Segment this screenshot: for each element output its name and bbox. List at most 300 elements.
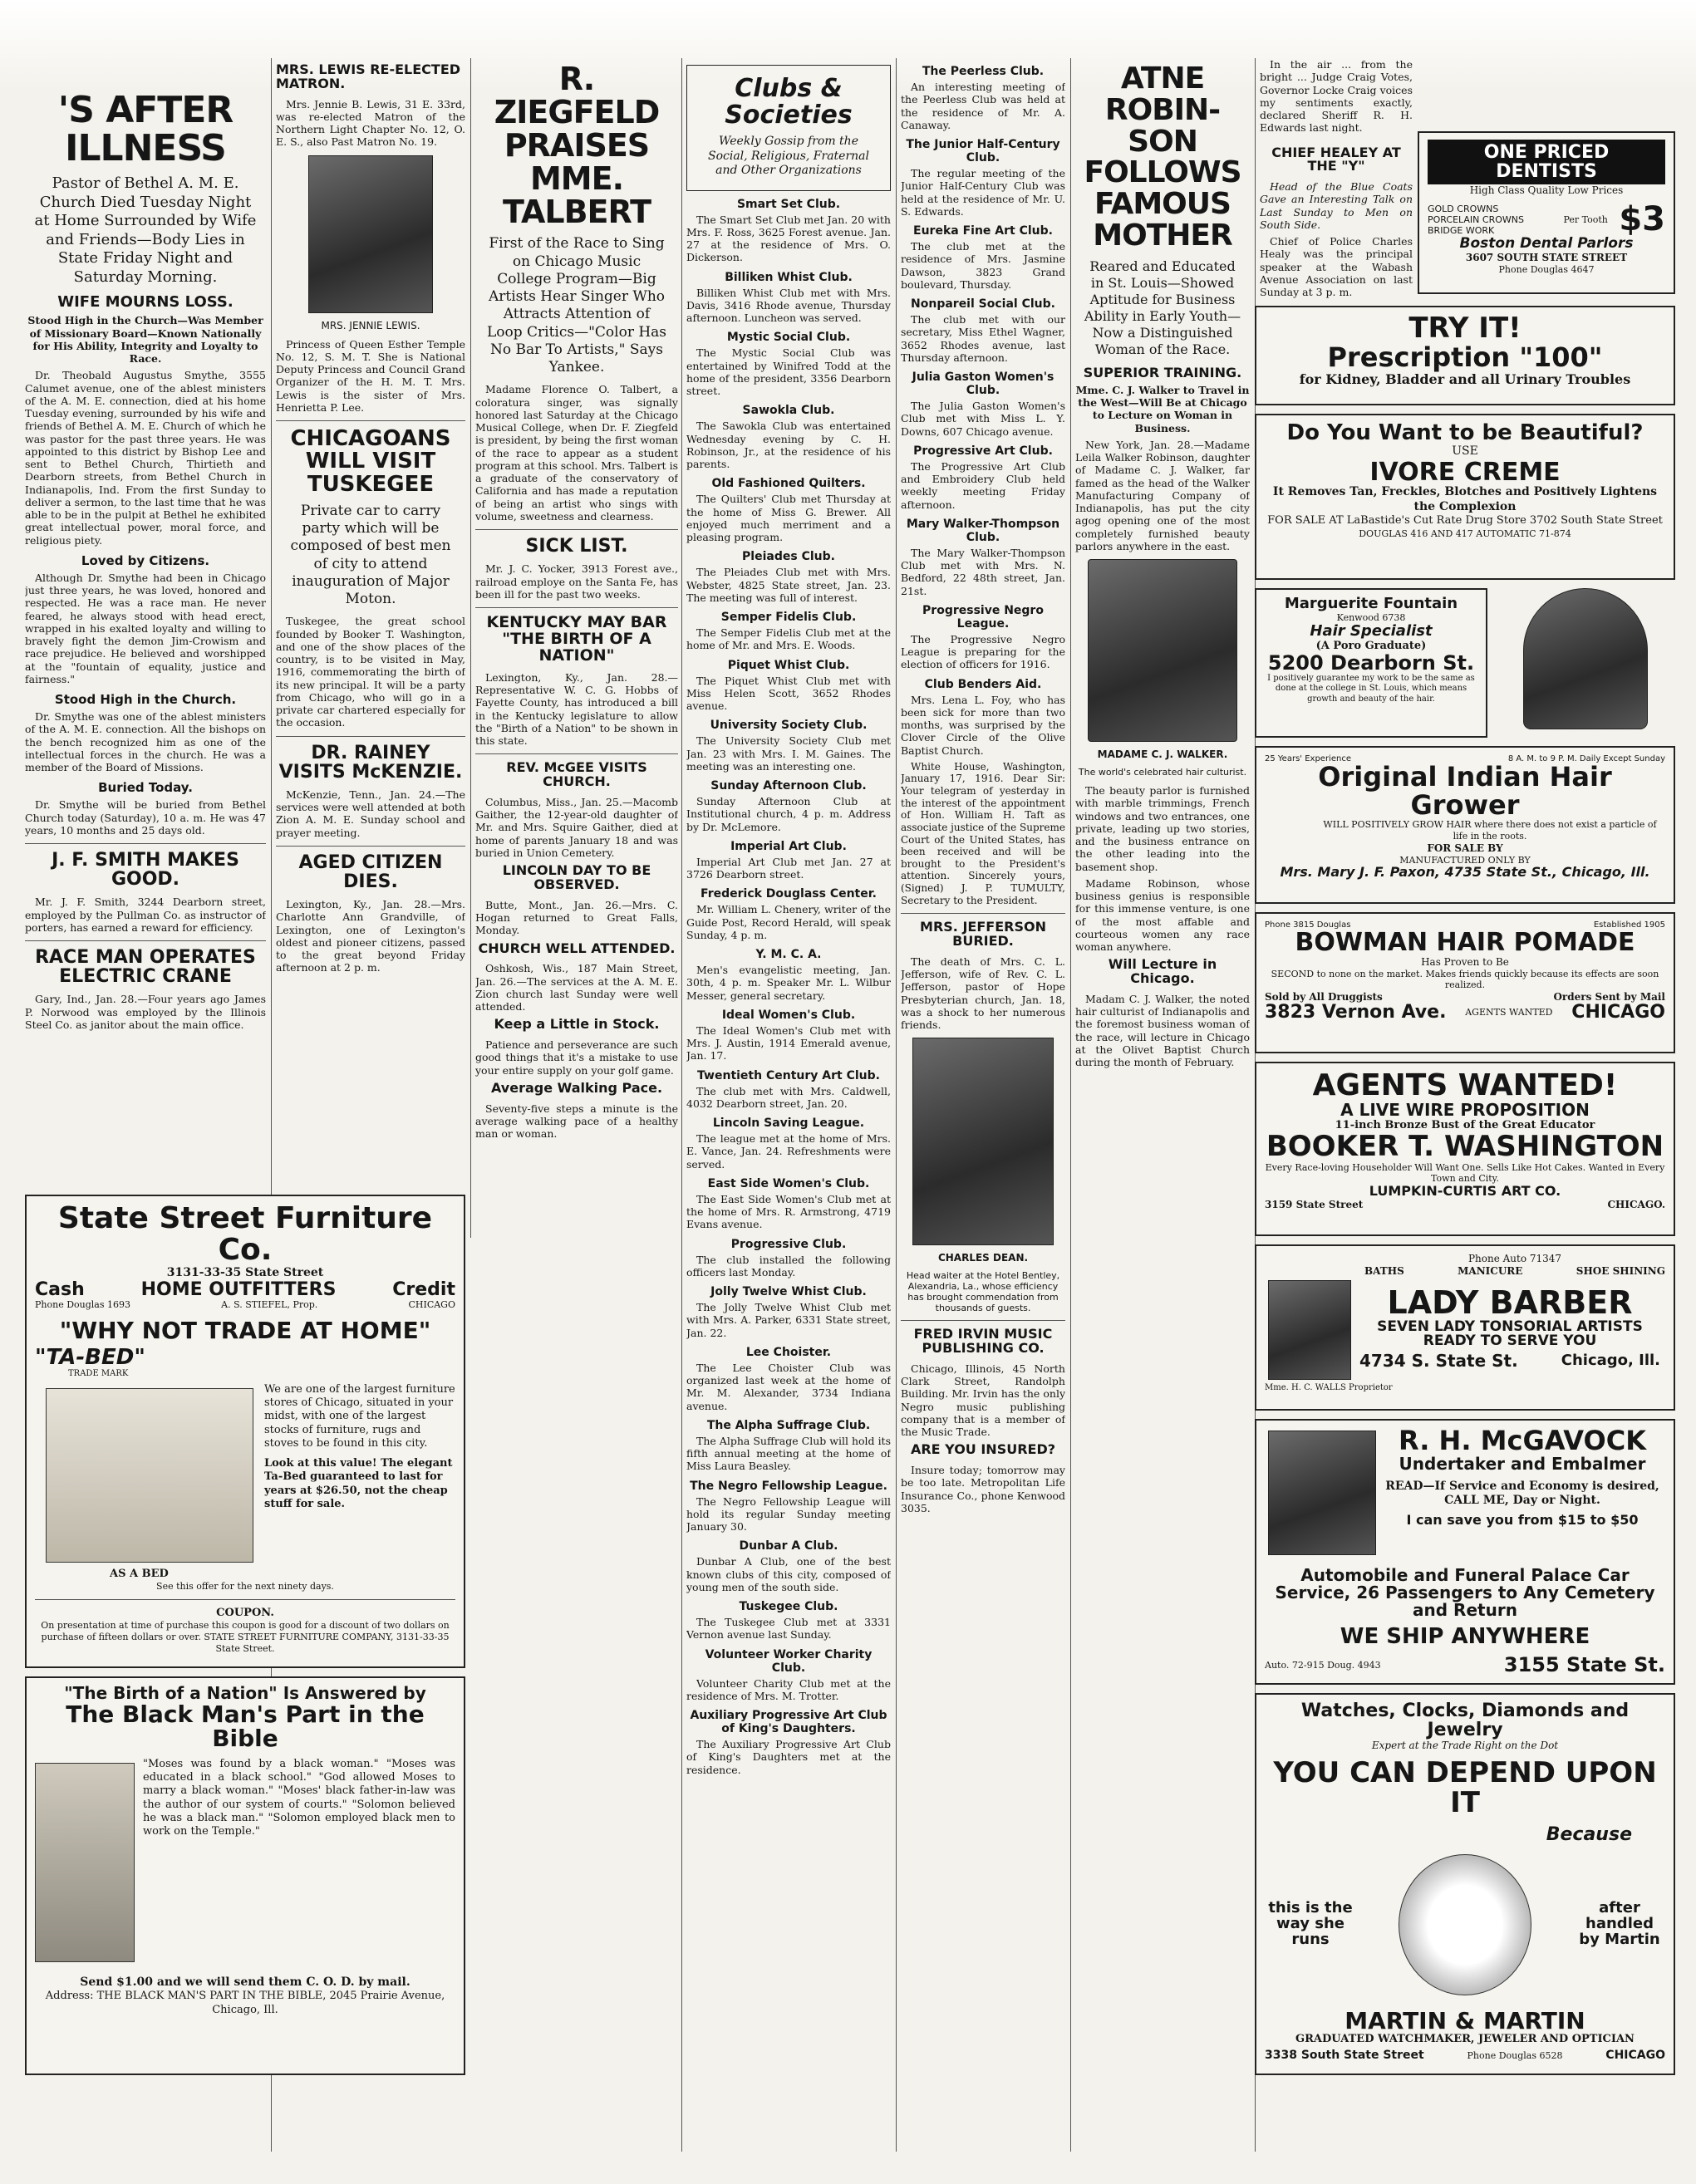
ad-body: We are one of the largest furniture stores of Chicago, situated in your midst, with one of the largest stocks of furniture, rugs and stoves to be found in this city. bbox=[264, 1382, 455, 1450]
ad-subtitle: for Kidney, Bladder and all Urinary Troubles bbox=[1299, 371, 1631, 388]
headline-walking: Average Walking Pace. bbox=[490, 1079, 663, 1096]
ad-grad: (A Poro Graduate) bbox=[1315, 639, 1427, 652]
ad-owner: A. S. STIEFEL, Prop. bbox=[221, 1299, 318, 1311]
club-name: Club Benders Aid. bbox=[924, 677, 1042, 691]
article-paragraph: Head of the Blue Coats Gave an Interesting Talk on Last Sunday to Men on South Side. bbox=[1260, 180, 1413, 231]
club-name: The Peerless Club. bbox=[922, 65, 1045, 78]
club-name: Progressive Club. bbox=[730, 1237, 847, 1251]
club-name: Imperial Art Club. bbox=[730, 839, 847, 853]
club-name: Nonpareil Social Club. bbox=[911, 297, 1055, 311]
article-paragraph: Insure today; tomorrow may be too late. Metropolitan Life Insurance Co., phone Kenwood 3035. bbox=[901, 1464, 1065, 1514]
ad-lady-barber bbox=[1255, 1244, 1675, 1411]
club-text: The East Side Women's Club met at the home of Mrs. R. Armstrong, 4719 Evans avenue. bbox=[686, 1192, 891, 1231]
club-name: Billiken Whist Club. bbox=[725, 270, 853, 284]
club-name: Mary Walker-Thompson Club. bbox=[906, 517, 1060, 544]
ad-body: "Moses was found by a black woman." "Moses was educated in a black school." "God allowed Moses to marry a black woman." "Moses' black father-in-law was the author of our system of courts." "Solomon believed he was a black man." "Solomon employed black men to work on the Temple." bbox=[143, 1757, 455, 1838]
article-paragraph: Gary, Ind., Jan. 28.—Four years ago James P. Norwood was employed by the Illinois Steel Co. as janitor about the main office. bbox=[25, 993, 266, 1031]
ad-city: CHICAGO bbox=[1605, 2049, 1665, 2063]
article-paragraph: Columbus, Miss., Jan. 25.—Macomb Gaither, the 12-year-old daughter of Mr. and Mrs. Squire Gaither, died at home of parents January 18 and was buried in Union Cemetery. bbox=[475, 795, 678, 859]
ad-name: MARTIN & MARTIN bbox=[1345, 2006, 1585, 2034]
headline-healey: CHIEF HEALEY AT THE "Y" bbox=[1271, 144, 1401, 174]
photo-caption-sub: Head waiter at the Hotel Bentley, Alexandria, La., whose efficiency has brought commendation from thousands of guests. bbox=[906, 1270, 1060, 1314]
portrait-photo-dean bbox=[912, 1038, 1054, 1245]
article-paragraph: Madam C. J. Walker, the noted hair culturist of Indianapolis and the foremost business woman of the race, will lecture in Chicago at the Olivet Baptist Church during the month of February. bbox=[1075, 992, 1250, 1069]
ad-proprietor: Mme. H. C. WALLS Proprietor bbox=[1265, 1383, 1393, 1392]
club-item bbox=[901, 444, 1065, 511]
club-name: Smart Set Club. bbox=[736, 197, 841, 211]
ad-orders: Orders Sent by Mail bbox=[1553, 991, 1665, 1003]
club-text: The Jolly Twelve Whist Club met with Mrs. A. Parker, 6331 State street, Jan. 22. bbox=[686, 1301, 891, 1339]
ad-name: R. H. McGAVOCK bbox=[1399, 1425, 1646, 1456]
ad-per-tooth: Per Tooth bbox=[1563, 213, 1608, 225]
clubs-masthead bbox=[686, 65, 891, 191]
club-item bbox=[901, 65, 1065, 131]
club-text: Mr. William L. Chenery, writer of the Guide Post, Record Herald, will speak Sunday, 4 p. m. bbox=[686, 903, 891, 941]
club-name: Volunteer Worker Charity Club. bbox=[705, 1647, 873, 1675]
intro-text: Stood High in the Church—Was Member of Missionary Board—Known Nationally for His Ability, Integrity and Loyalty to Race. bbox=[27, 314, 263, 366]
ad-agents: AGENTS WANTED bbox=[1465, 1007, 1553, 1018]
divider bbox=[475, 753, 678, 754]
ad-dentist bbox=[1418, 131, 1675, 294]
headline-smythe: 'S AFTER ILLNESS bbox=[57, 89, 234, 170]
club-item bbox=[686, 271, 891, 325]
club-text: The club met with our secretary, Miss Ethel Wagner, 3652 Rhodes avenue, last Thursday afternoon. bbox=[901, 313, 1065, 364]
ad-service: MANICURE bbox=[1458, 1265, 1523, 1277]
club-item bbox=[686, 719, 891, 773]
column-6 bbox=[1075, 58, 1250, 2152]
divider bbox=[276, 846, 465, 847]
article-paragraph: Butte, Mont., Jan. 26.—Mrs. C. Hogan returned to Great Falls, Monday. bbox=[475, 898, 678, 937]
ad-desc: GRADUATED WATCHMAKER, JEWELER AND OPTICIAN bbox=[1295, 2033, 1635, 2046]
club-text: Volunteer Charity Club met at the residence of Mrs. M. Trotter. bbox=[686, 1676, 891, 1702]
subhead: Loved by Citizens. bbox=[81, 552, 210, 568]
ad-furniture bbox=[25, 1195, 465, 1668]
subhead: SUPERIOR TRAINING. bbox=[1083, 364, 1242, 380]
column-5 bbox=[901, 58, 1065, 2152]
ad-slogan: "WHY NOT TRADE AT HOME" bbox=[59, 1317, 431, 1345]
clubs-deck: Weekly Gossip from the Social, Religious, Fraternal and Other Organizations bbox=[707, 135, 869, 177]
deck-tuskegee: Private car to carry party which will be composed of best men of city to attend inauguration of Major Moton. bbox=[290, 502, 451, 608]
intro-text: Mme. C. J. Walker to Travel in the West—Will Be at Chicago to Lecture on Woman in Business. bbox=[1075, 383, 1250, 434]
club-item bbox=[686, 659, 891, 713]
club-name: Semper Fidelis Club. bbox=[720, 611, 857, 624]
club-item bbox=[686, 1009, 891, 1063]
photo-caption: CHARLES DEAN. bbox=[937, 1252, 1029, 1264]
ad-title: ONE PRICED DENTISTS bbox=[1428, 140, 1665, 184]
ad-service: SHOE SHINING bbox=[1576, 1265, 1665, 1277]
ad-center: HOME OUTFITTERS bbox=[140, 1279, 337, 1301]
ad-phone: DOUGLAS 416 AND 417 AUTOMATIC 71-874 bbox=[1359, 528, 1571, 539]
letter-text: White House, Washington, January 17, 1916. Dear Sir: Your telegram of yesterday in the interest of the appointment of Hon. William H. Taft as associate justice of the Supreme Court of the United States, has been received and will be brought to the President's attention. Sincerely yours, (Signed) J. P. TUMULTY, Secretary to the President. bbox=[901, 760, 1065, 906]
club-name: The Alpha Suffrage Club. bbox=[706, 1418, 871, 1432]
ad-title: State Street Furniture Co. bbox=[57, 1201, 433, 1267]
ad-indian-hair-grower bbox=[1255, 746, 1675, 904]
divider bbox=[276, 736, 465, 737]
ad-bowman bbox=[1255, 912, 1675, 1053]
club-name: Dunbar A Club. bbox=[739, 1539, 838, 1553]
column-3 bbox=[475, 58, 678, 2152]
club-item bbox=[901, 604, 1065, 671]
club-text: The club met at the residence of Mrs. Jasmine Dawson, 3823 Grand boulevard, Thursday. bbox=[901, 240, 1065, 291]
photo-caption-sub: The world's celebrated hair culturist. bbox=[1078, 767, 1247, 778]
club-text: The league met at the home of Mrs. E. Vance, Jan. 24. Refreshments were served. bbox=[686, 1132, 891, 1171]
club-text: The Auxiliary Progressive Art Club of King's Daughters met at the residence. bbox=[686, 1738, 891, 1776]
club-item bbox=[686, 550, 891, 604]
ad-price: Look at this value! The elegant Ta-Bed guaranteed to last for years at $26.50, not the cheap stuff for sale. bbox=[264, 1457, 453, 1510]
club-text: The Quilters' Club met Thursday at the home of Miss G. Brewer. All enjoyed much merriment and a pleasing program. bbox=[686, 493, 891, 543]
ad-product: IVORE CREME bbox=[1369, 457, 1561, 487]
club-item bbox=[686, 887, 891, 941]
club-name: University Society Club. bbox=[710, 719, 868, 733]
club-name: Julia Gaston Women's Club. bbox=[912, 371, 1054, 397]
ad-city: Chicago, Ill. bbox=[1561, 1352, 1660, 1370]
ad-body: Every Race-loving Householder Will Want One. Sells Like Hot Cakes. Wanted in Every Town and City. bbox=[1265, 1161, 1665, 1185]
ad-address: 3155 State St. bbox=[1503, 1653, 1665, 1677]
ad-mcgavock bbox=[1255, 1419, 1675, 1685]
club-item bbox=[901, 224, 1065, 291]
article-paragraph: Chicago, Illinois, 45 North Clark Street, Randolph Building. Mr. Irvin has the only Negro music publishing company that is a member of the Music Trade. bbox=[901, 1362, 1065, 1439]
headline-sick-list: SICK LIST. bbox=[525, 536, 628, 557]
ad-left-text: this is the way she runs bbox=[1268, 1899, 1353, 1949]
headline-kentucky: KENTUCKY MAY BAR "THE BIRTH OF A NATION" bbox=[486, 613, 667, 665]
club-text: Imperial Art Club met Jan. 27 at 3726 Dearborn street. bbox=[686, 855, 891, 881]
article-paragraph: In the air ... from the bright ... Judge Craig Votes, Governor Locke Craig voices my sentiments exactly, declared Sheriff R. H. Edwards last night. bbox=[1260, 58, 1413, 135]
portrait-photo-walker bbox=[1088, 559, 1237, 742]
ad-subtitle: Expert at the Trade Right on the Dot bbox=[1371, 1740, 1559, 1752]
club-name: Lee Choister. bbox=[745, 1345, 832, 1359]
ad-headline: YOU CAN DEPEND UPON IT bbox=[1273, 1756, 1657, 1819]
headline-insured: ARE YOU INSURED? bbox=[910, 1441, 1056, 1458]
club-item bbox=[686, 1238, 891, 1279]
ad-product: Prescription "100" bbox=[1327, 341, 1603, 373]
headline-mcgee: REV. McGEE VISITS CHURCH. bbox=[506, 759, 647, 790]
ad-order: Send $1.00 and we will send them C. O. D. by mail. bbox=[80, 1975, 410, 1989]
ad-hours: 8 A. M. to 9 P. M. Daily Except Sunday bbox=[1507, 754, 1665, 763]
column-7-top bbox=[1260, 58, 1413, 332]
article-paragraph: Tuskegee, the great school founded by Booker T. Washington, and one of the show places of the country, is to be visited in May, 1916, commemorating the birth of its new principal. It will be a party from Chicago, who will go in a private car chartered especially for the occasion. bbox=[276, 615, 465, 729]
article-paragraph: The death of Mrs. C. L. Jefferson, wife of Rev. C. L. Jefferson, pastor of Hope Presbyterian church, Jan. 18, was a shock to her numerous friends. bbox=[901, 955, 1065, 1032]
portrait-photo bbox=[1496, 582, 1675, 731]
club-item bbox=[901, 138, 1065, 218]
clubs-title: Clubs & Societies bbox=[725, 74, 853, 130]
ad-tagline: Has Proven to Be bbox=[1421, 955, 1509, 968]
club-text: The Negro Fellowship League will hold its regular Sunday meeting January 30. bbox=[686, 1494, 891, 1533]
divider bbox=[35, 1599, 455, 1600]
club-name: Lincoln Saving League. bbox=[712, 1117, 865, 1130]
club-text: The club met with Mrs. Caldwell, 4032 Dearborn street, Jan. 20. bbox=[686, 1084, 891, 1110]
ad-title: AGENTS WANTED! bbox=[1312, 1068, 1618, 1102]
club-item bbox=[686, 1069, 891, 1111]
ad-phone: Phone Douglas 4647 bbox=[1498, 264, 1595, 276]
article-paragraph: Patience and perseverance are such good things that it's a mistake to use your entire supply on your golf game. bbox=[475, 1038, 678, 1077]
club-text: Men's evangelistic meeting, Jan. 30th, 4 p. m. Speaker Mr. L. Wilbur Messer, general secretary. bbox=[686, 964, 891, 1002]
ad-city: CHICAGO bbox=[1571, 1002, 1665, 1023]
article-paragraph: Princess of Queen Esther Temple No. 12, S. M. T. She is National Deputy Princess and Council Grand Organizer of the H. M. T. Mrs. Lewis is the sister of Mrs. Henrietta P. Lee. bbox=[276, 337, 465, 414]
divider bbox=[901, 1320, 1065, 1321]
club-name: The Junior Half-Century Club. bbox=[906, 138, 1060, 164]
portrait-photo bbox=[308, 155, 433, 313]
ad-title: LADY BARBER bbox=[1387, 1283, 1633, 1321]
club-list bbox=[686, 198, 891, 1776]
subhead: Stood High in the Church. bbox=[54, 692, 237, 708]
club-item bbox=[686, 1648, 891, 1703]
article-paragraph: Dr. Smythe was one of the ablest ministers of the A. M. E. connection. All the bishops on the bench recognized him as one of the intellectual forces in the church. He was a member of the Board of Missions. bbox=[25, 710, 266, 774]
headline-rainey: DR. RAINEY VISITS McKENZIE. bbox=[278, 742, 463, 783]
article-paragraph: Seventy-five steps a minute is the average walking pace of a healthy man or woman. bbox=[475, 1102, 678, 1141]
headline-lincoln-day: LINCOLN DAY TO BE OBSERVED. bbox=[502, 862, 651, 892]
club-item bbox=[686, 1117, 891, 1171]
headline-lewis: MRS. LEWIS RE-ELECTED MATRON. bbox=[276, 61, 461, 91]
ad-right-text: after handled by Martin bbox=[1579, 1899, 1660, 1949]
ad-cash: Cash bbox=[35, 1279, 85, 1301]
ad-prescription bbox=[1255, 306, 1675, 405]
ad-ivore-creme bbox=[1255, 414, 1675, 580]
ad-phone: Phone Douglas 6528 bbox=[1467, 2050, 1563, 2062]
club-text: The University Society Club met Jan. 23 with Mrs. I. M. Gaines. The meeting was an interesting one. bbox=[686, 734, 891, 773]
column-1 bbox=[25, 58, 266, 1180]
article-paragraph: Chief of Police Charles Healy was the principal speaker at the Wabash Avenue Association on last Sunday at 3 p. m. bbox=[1260, 235, 1413, 299]
club-name: Twentieth Century Art Club. bbox=[697, 1068, 880, 1082]
club-item bbox=[686, 1177, 891, 1231]
club-text: The Julia Gaston Women's Club met with Miss L. Y. Downs, 607 Chicago avenue. bbox=[901, 400, 1065, 438]
ad-address: 4734 S. State St. bbox=[1359, 1351, 1518, 1372]
article-paragraph: Mrs. Jennie B. Lewis, 31 E. 33rd, was re-elected Matron of the Northern Light Chapter No. 12, O. E. S., also Past Matron No. 19. bbox=[276, 97, 465, 149]
club-text: Dunbar A Club, one of the best known clubs of this city, composed of young men of the south side. bbox=[686, 1555, 891, 1593]
ad-address: 3131-33-35 State Street bbox=[166, 1265, 324, 1279]
club-name: Sawokla Club. bbox=[742, 404, 835, 418]
ad-martin bbox=[1255, 1693, 1675, 2075]
ad-phone: Phone Auto 71347 bbox=[1467, 1253, 1562, 1264]
ad-name: BOOKER T. WASHINGTON bbox=[1266, 1130, 1664, 1164]
article-paragraph: McKenzie, Tenn., Jan. 24.—The services were well attended at both Zion A. M. E. Sunday school and prayer meeting. bbox=[276, 788, 465, 839]
column-rule bbox=[1070, 58, 1071, 2152]
column-rule bbox=[896, 58, 897, 2152]
ad-name: Marguerite Fountain bbox=[1284, 595, 1458, 612]
club-item bbox=[901, 678, 1065, 757]
ad-agents-wanted bbox=[1255, 1062, 1675, 1236]
column-rule bbox=[470, 58, 471, 1238]
club-name: Y. M. C. A. bbox=[755, 948, 822, 961]
deck-smythe: Pastor of Bethel A. M. E. Church Died Tuesday Night at Home Surrounded by Wife and Friends—Body Lies in State Friday Night and Saturday Morning. bbox=[34, 174, 257, 286]
club-name: Eureka Fine Art Club. bbox=[913, 224, 1053, 238]
ad-phone: Kenwood 6738 bbox=[1336, 611, 1406, 623]
ad-coupon-title: COUPON. bbox=[216, 1606, 274, 1619]
article-paragraph: Dr. Smythe will be buried from Bethel Church today (Saturday), 10 a. m. He was 47 years, 10 months and 25 days old. bbox=[25, 798, 266, 837]
club-item bbox=[686, 1285, 891, 1339]
ad-phone: Phone 3815 Douglas bbox=[1265, 920, 1351, 930]
article-paragraph: Lexington, Ky., Jan. 28.—Representative W. C. G. Hobbs of Fayette County, has introduced a bill in the Kentucky legislature to allow the "Birth of a Nation" to be shown in this state. bbox=[475, 670, 678, 748]
headline-aged-citizen: AGED CITIZEN DIES. bbox=[298, 852, 443, 893]
ad-company: LUMPKIN-CURTIS ART CO. bbox=[1369, 1183, 1561, 1200]
ad-subtitle: A LIVE WIRE PROPOSITION bbox=[1340, 1099, 1590, 1120]
article-paragraph: Madame Robinson, whose business genius is responsible for this immense venture, is one of the most affable and courteous women any race woman anywhere. bbox=[1075, 876, 1250, 954]
club-text: The Mystic Social Club was entertained by Winifred Todd at the home of the president, 3356 Dearborn street. bbox=[686, 346, 891, 397]
ad-title: "The Birth of a Nation" Is Answered by bbox=[64, 1683, 426, 1703]
ad-address: 3159 State Street bbox=[1265, 1199, 1364, 1211]
ad-body: I positively guarantee my work to be the same as done at the college in St. Louis, which means growth and beauty of the hair. bbox=[1267, 673, 1475, 704]
headline-robinson: ATNE ROBIN-SON FOLLOWS FAMOUS MOTHER bbox=[1084, 61, 1241, 253]
divider bbox=[475, 529, 678, 530]
headline-jefferson: MRS. JEFFERSON BURIED. bbox=[920, 919, 1046, 950]
club-text: The Smart Set Club met Jan. 20 with Mrs. F. Ross, 3625 Forest avenue. Jan. 27 at the residence of Mrs. O. Dickerson. bbox=[686, 213, 891, 264]
deck-robinson: Reared and Educated in St. Louis—Showed Aptitude for Business Ability in Early Youth—Now a Distinguished Woman of the Race. bbox=[1084, 258, 1241, 357]
ad-note: See this offer for the next ninety days. bbox=[156, 1581, 334, 1593]
club-item bbox=[686, 198, 891, 264]
clock-icon bbox=[1399, 1854, 1531, 1995]
club-text: Billiken Whist Club met with Mrs. Davis, 3416 Rhode avenue, Thursday afternoon. Luncheon was served. bbox=[686, 286, 891, 324]
column-rule bbox=[681, 58, 682, 2152]
ad-subtitle-2: 11-inch Bronze Bust of the Great Educator bbox=[1335, 1118, 1595, 1131]
club-name: Auxiliary Progressive Art Club of King's Daughters. bbox=[690, 1709, 887, 1735]
club-name: Tuskegee Club. bbox=[739, 1600, 838, 1613]
club-name: Progressive Art Club. bbox=[913, 444, 1053, 458]
ad-address: 3607 SOUTH STATE STREET bbox=[1465, 252, 1628, 264]
ad-title: Watches, Clocks, Diamonds and Jewelry bbox=[1300, 1701, 1630, 1741]
club-item bbox=[686, 1346, 891, 1412]
club-item bbox=[686, 404, 891, 470]
headline-stock: Keep a Little in Stock. bbox=[494, 1016, 660, 1033]
ad-address: Address: THE BLACK MAN'S PART IN THE BIBLE, 2045 Prairie Avenue, Chicago, Ill. bbox=[45, 1990, 445, 2016]
club-item bbox=[901, 518, 1065, 597]
ad-fountain bbox=[1255, 588, 1487, 738]
subhead-wife-mourns: WIFE MOURNS LOSS. bbox=[57, 293, 234, 312]
ad-sale: FOR SALE BY bbox=[1427, 842, 1503, 854]
article-paragraph: Dr. Theobald Augustus Smythe, 3555 Calumet avenue, one of the ablest ministers of the A. M. E. connection, died at his home Tuesday evening, surrounded by his wife and friends of Bethel A. M. E. Church of which he was pastor for the past three years. He was appointed to this district by Bishop Lee and sent to Bethel Church, Thirtieth and Dearborn streets, from Bethel Church in Indianapolis, Ind. From the first Sunday to deliver a sermon, to the last time that he was able to be in the pulpit at Bethel he exhibited great intellectual power, moral force, and religious piety. bbox=[25, 369, 266, 547]
headline-smith: J. F. SMITH MAKES GOOD. bbox=[52, 850, 239, 891]
portrait-photo bbox=[1268, 1280, 1351, 1380]
divider bbox=[475, 607, 678, 608]
article-paragraph: The beauty parlor is furnished with marble trimmings, French windows and two entrances, one private, leading up two stories, and the business entrance on the other leading into the basement shop. bbox=[1075, 784, 1250, 873]
ad-title: Undertaker and Embalmer bbox=[1399, 1453, 1646, 1474]
ad-use: USE bbox=[1452, 444, 1478, 459]
club-text: The Ideal Women's Club met with Mrs. J. Austin, 1914 Emerald avenue, Jan. 17. bbox=[686, 1023, 891, 1063]
ad-title: TRY IT! bbox=[1408, 312, 1521, 345]
article-paragraph: Madame Florence O. Talbert, a coloratura singer, was signally honored last Saturday at the Chicago Musical College, when Dr. F. Ziegfeld is president, by being the first woman of the race to appear as a student program at this school. Mrs. Talbert is a graduate of the conservatory of California and has made a reputation of being an artist who sings with volume, sweetness and clearness. bbox=[475, 383, 678, 523]
club-item bbox=[686, 1600, 891, 1642]
subhead: Buried Today. bbox=[98, 780, 193, 796]
photo-caption: MADAME C. J. WALKER. bbox=[1097, 748, 1228, 761]
article-paragraph: Oshkosh, Wis., 187 Main Street, Jan. 26.—The services at the A. M. E. Zion church last Sunday were well attended. bbox=[475, 962, 678, 1013]
club-name: Progressive Negro League. bbox=[922, 603, 1044, 631]
club-name: Pleiades Club. bbox=[742, 550, 835, 564]
ad-sold: Sold by All Druggists bbox=[1265, 991, 1383, 1003]
article-paragraph: Mr. J. F. Smith, 3244 Dearborn street, employed by the Pullman Co. as instructor of porters, has earned a reward for efficiency. bbox=[25, 896, 266, 934]
ad-est: Established 1905 bbox=[1593, 920, 1665, 930]
club-text: The Alpha Suffrage Club will hold its fifth annual meeting at the home of Miss Laura Beasley. bbox=[686, 1434, 891, 1473]
headline-irvin: FRED IRVIN MUSIC PUBLISHING CO. bbox=[913, 1326, 1053, 1357]
club-item bbox=[686, 840, 891, 881]
ad-phone: Phone Douglas 1693 bbox=[35, 1299, 130, 1311]
ad-services: GOLD CROWNS PORCELAIN CROWNS BRIDGE WORK bbox=[1428, 203, 1524, 236]
divider bbox=[25, 843, 266, 844]
club-text: The Mary Walker-Thompson Club met with Mrs. N. Bedford, 22 48th street, Jan. 21st. bbox=[901, 546, 1065, 597]
club-text: The Pleiades Club met with Mrs. Webster, 4825 State street, Jan. 23. The meeting was full of interest. bbox=[686, 566, 891, 604]
ad-service: BATHS bbox=[1364, 1265, 1404, 1277]
ad-title-2: The Black Man's Part in the Bible bbox=[66, 1701, 425, 1753]
ad-coupon: On presentation at time of purchase this coupon is good for a discount of two dollars on purchase of fifteen dollars or over. STATE STREET FURNITURE COMPANY, 3131-33-35 State Street. bbox=[41, 1620, 450, 1654]
club-name: Frederick Douglass Center. bbox=[701, 887, 877, 901]
ad-label: AS A BED bbox=[110, 1567, 169, 1580]
club-list bbox=[901, 65, 1065, 757]
ad-name: Boston Dental Parlors bbox=[1459, 235, 1634, 253]
ad-city: CHICAGO. bbox=[1607, 1199, 1665, 1211]
club-item bbox=[686, 1709, 891, 1776]
deck-talbert: First of the Race to Sing on Chicago Music College Program—Big Artists Hear Singer Who Attracts Attention of Loop Critics—"Color Has No Bar To Artists," Says Yankee. bbox=[486, 235, 667, 376]
club-item bbox=[686, 948, 891, 1002]
ad-question: Do You Want to be Beautiful? bbox=[1286, 420, 1644, 445]
photo-caption: MRS. JENNIE LEWIS. bbox=[321, 319, 420, 331]
ad-read: READ—If Service and Economy is desired, CALL ME, Day or Night. bbox=[1385, 1479, 1659, 1508]
club-text: The club installed the following officers last Monday. bbox=[686, 1253, 891, 1278]
club-name: Old Fashioned Quilters. bbox=[711, 477, 866, 491]
portrait-photo bbox=[1268, 1431, 1376, 1555]
club-name: Jolly Twelve Whist Club. bbox=[710, 1285, 867, 1298]
ad-product: "TA-BED" bbox=[35, 1344, 145, 1370]
ad-city: CHICAGO bbox=[408, 1299, 455, 1311]
article-paragraph: Lexington, Ky., Jan. 28.—Mrs. Charlotte Ann Grandville, of Lexington, one of Lexington's oldest and pioneer citizens, passed to the great beyond Friday afternoon at 2 p. m. bbox=[276, 898, 465, 974]
headline-crane: RACE MAN OPERATES ELECTRIC CRANE bbox=[35, 947, 256, 988]
article-paragraph: New York, Jan. 28.—Madame Leila Walker Robinson, daughter of Madame C. J. Walker, far famed as the head of the Walker Manufacturing Company of Indianapolis, has put the city agog opening one of the most completely furnished beauty parlors anywhere in the east. bbox=[1075, 438, 1250, 552]
ad-years: 25 Years' Experience bbox=[1265, 754, 1351, 763]
column-2 bbox=[276, 58, 465, 1180]
ad-because: Because bbox=[1546, 1823, 1632, 1845]
club-item bbox=[686, 611, 891, 652]
club-text: The Sawokla Club was entertained Wednesday evening by C. H. Robinson, Jr., at the residence of his parents. bbox=[686, 420, 891, 470]
ad-cars: Automobile and Funeral Palace Car Service, 26 Passengers to Any Cemetery and Return bbox=[1275, 1565, 1655, 1620]
club-item bbox=[686, 477, 891, 543]
club-text: The regular meeting of the Junior Half-Century Club was held at the residence of Mr. U. S. Edwards. bbox=[901, 167, 1065, 218]
club-text: Mrs. Lena L. Foy, who has been sick for more than two months, was surprised by the Clover Circle of the Olive Baptist Church. bbox=[901, 693, 1065, 757]
club-text: The Semper Fidelis Club met at the home of Mr. and Mrs. E. Woods. bbox=[686, 626, 891, 652]
ad-trademark: TRADE MARK bbox=[68, 1368, 129, 1378]
divider bbox=[25, 940, 266, 941]
article-paragraph: Although Dr. Smythe had been in Chicago just three years, he was loved, honored and respected. He was a race man. He never feared, he always stood with head erect, wrapped in his exalted loyalty and willing to bravely fight the demon Jim-Crowism and race prejudice. He believed and worshipped at the "fountain of equality, justice and fairness." bbox=[25, 571, 266, 685]
club-name: Ideal Women's Club. bbox=[721, 1008, 856, 1022]
club-text: The Progressive Negro League is preparing for the election of officers for 1916. bbox=[901, 632, 1065, 671]
ad-bible bbox=[25, 1676, 465, 2075]
ad-address: 3338 South State Street bbox=[1265, 2049, 1424, 2063]
ad-price: $3 bbox=[1619, 200, 1665, 239]
club-text: An interesting meeting of the Peerless Club was held at the residence of Mr. A. Canaway. bbox=[901, 81, 1065, 131]
ad-sale: FOR SALE AT LaBastide's Cut Rate Drug Store 3702 South State Street bbox=[1267, 514, 1663, 528]
ad-title: BOWMAN HAIR POMADE bbox=[1295, 928, 1635, 957]
club-text: The Piquet Whist Club met with Miss Helen Scott, 3652 Rhodes avenue. bbox=[686, 674, 891, 712]
ad-mfr: MANUFACTURED ONLY BY bbox=[1399, 854, 1531, 866]
club-text: Sunday Afternoon Club at Institutional church, 4 p. m. Address by Dr. McLemore. bbox=[686, 795, 891, 833]
ad-service: Hair Specialist bbox=[1310, 621, 1433, 640]
divider bbox=[276, 420, 465, 421]
club-item bbox=[686, 1480, 891, 1534]
ad-subtitle: SEVEN LADY TONSORIAL ARTISTS READY TO SERVE YOU bbox=[1377, 1318, 1643, 1350]
ad-phone: Auto. 72-915 Doug. 4943 bbox=[1265, 1660, 1381, 1671]
headline-church: CHURCH WELL ATTENDED. bbox=[478, 940, 676, 956]
ad-maker: Mrs. Mary J. F. Paxon, 4735 State St., Chicago, Ill. bbox=[1280, 864, 1650, 881]
club-item bbox=[686, 1539, 891, 1593]
ad-save: I can save you from $15 to $50 bbox=[1406, 1511, 1639, 1528]
club-item bbox=[901, 371, 1065, 438]
headline-lecture: Will Lecture in Chicago. bbox=[1108, 956, 1217, 987]
ad-credit: Credit bbox=[392, 1279, 455, 1301]
club-text: The Tuskegee Club met at 3331 Vernon avenue last Sunday. bbox=[686, 1616, 891, 1642]
club-text: The Progressive Art Club and Embroidery Club held weekly meeting Friday afternoon. bbox=[901, 459, 1065, 511]
club-name: The Negro Fellowship League. bbox=[690, 1479, 887, 1493]
club-name: Mystic Social Club. bbox=[726, 331, 851, 345]
club-name: East Side Women's Club. bbox=[707, 1176, 870, 1190]
headline-tuskegee: CHICAGOANS WILL VISIT TUSKEGEE bbox=[290, 426, 451, 497]
ad-title: Original Indian Hair Grower bbox=[1318, 761, 1612, 821]
ad-body: WILL POSITIVELY GROW HAIR where there does not exist a particle of life in the roots. bbox=[1323, 819, 1657, 842]
headline-talbert: R. ZIEGFELD PRAISES MME. TALBERT bbox=[494, 61, 660, 230]
